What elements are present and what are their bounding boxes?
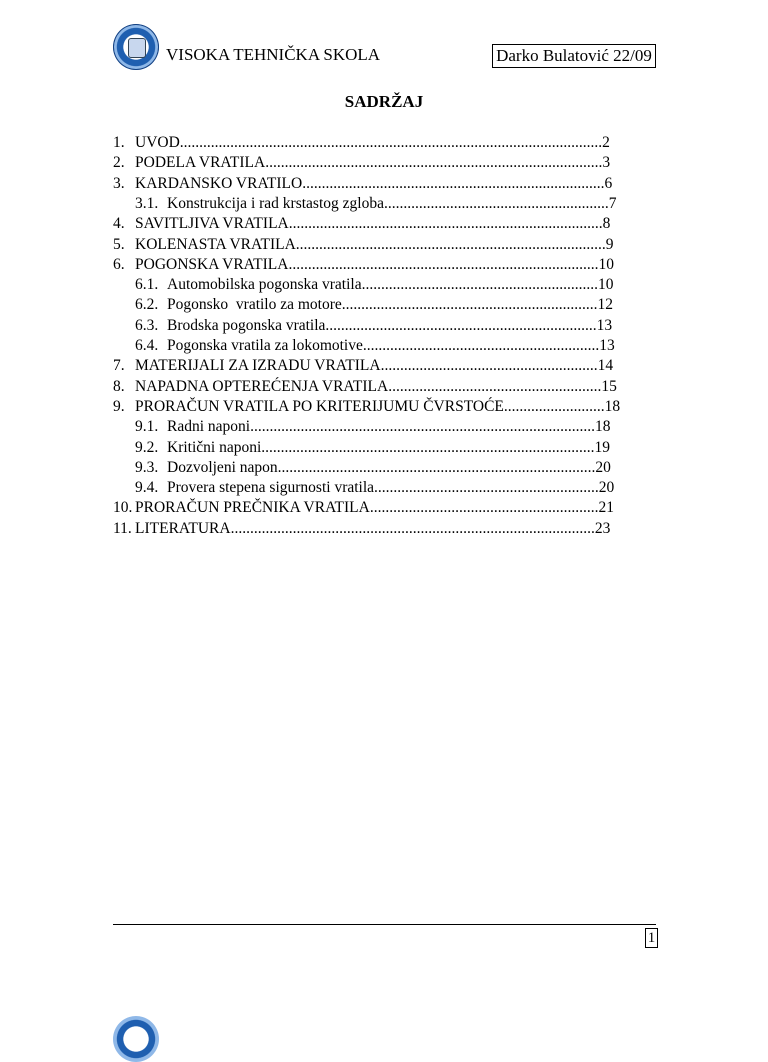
toc-entry-title: PRORAČUN VRATILA PO KRITERIJUMU ČVRSTOĆE <box>135 397 504 415</box>
toc-entry-number: 8. <box>113 377 125 395</box>
toc-entry <box>113 133 628 153</box>
toc-entry-title: Kritični naponi <box>167 438 262 456</box>
toc-entry-page: 6 <box>604 174 613 192</box>
toc-dot-leader: ........................................................ <box>380 357 598 375</box>
toc-entry-number: 10. <box>113 499 133 517</box>
toc-dot-leader: ........................................................... <box>369 499 599 517</box>
next-page-logo <box>113 1016 159 1062</box>
toc-entry-page: 21 <box>598 499 614 517</box>
toc-entry <box>135 194 628 214</box>
toc-entry-title: Automobilska pogonska vratila <box>167 276 362 294</box>
toc-entry-page: 14 <box>597 357 614 375</box>
toc-entry <box>135 275 628 295</box>
toc-entry-title: Provera stepena sigurnosti vratila <box>167 479 375 497</box>
toc-entry <box>113 214 628 234</box>
toc-entry-title: Dozvoljeni napon <box>167 458 278 476</box>
toc-entry-title: MATERIJALI ZA IZRADU VRATILA <box>135 357 381 375</box>
toc-entry-number: 9.3. <box>135 458 159 476</box>
toc-dot-leader: ................................................................................ <box>295 235 606 253</box>
toc-entry <box>135 417 628 437</box>
toc-entry-number: 3.1. <box>135 194 159 212</box>
toc-entry-page: 20 <box>598 479 615 497</box>
toc-entry-number: 6.3. <box>135 316 159 334</box>
toc-dot-leader: ....................................................................................... <box>265 154 603 172</box>
author-box: Darko Bulatović 22/09 <box>492 44 656 68</box>
toc-entry-number: 2. <box>113 154 125 172</box>
toc-entry-page: 13 <box>596 316 613 334</box>
toc-entry-title: Pogonsko vratilo za motore <box>167 296 342 314</box>
toc-entry-number: 1. <box>113 134 125 151</box>
toc-entry <box>113 498 628 518</box>
footer-divider <box>113 924 656 925</box>
toc-entry-title: PRORAČUN PREČNIKA VRATILA <box>135 499 370 517</box>
toc-entry-title: SAVITLJIVA VRATILA <box>135 215 289 233</box>
toc-dot-leader: ................................................................................. <box>288 215 603 233</box>
toc-entry-title: Brodska pogonska vratila <box>167 316 326 334</box>
toc-dot-leader: ................................................................................ <box>288 255 599 273</box>
toc-dot-leader: .................................................................................. <box>277 458 596 476</box>
toc-entry-number: 6.2. <box>135 296 159 314</box>
toc-dot-leader: .......................................................... <box>383 194 609 212</box>
toc-entry-page: 15 <box>601 377 617 395</box>
toc-dot-leader: .............................................................................. <box>302 174 605 192</box>
toc-dot-leader: .......................... <box>503 397 605 415</box>
toc-entry <box>113 235 628 255</box>
toc-entry-title: Konstrukcija i rad krstastog zgloba <box>167 194 384 212</box>
toc-entry-page: 8 <box>602 215 611 233</box>
toc-entry-number: 6.4. <box>135 337 159 354</box>
page-number: 1 <box>645 928 658 948</box>
toc-entry <box>113 356 628 376</box>
toc-entry-number: 9.4. <box>135 479 159 497</box>
toc-entry <box>135 316 628 336</box>
toc-entry <box>113 519 628 539</box>
toc-entry-title: Pogonska vratila za lokomotive <box>167 337 363 354</box>
toc-entry <box>135 336 628 356</box>
page-title: SADRŽAJ <box>344 92 424 111</box>
school-logo <box>113 24 159 70</box>
toc-entry <box>113 174 628 194</box>
toc-entry <box>113 397 628 417</box>
toc-dot-leader: ............................................................. <box>361 276 598 294</box>
toc-entry-number: 6. <box>113 255 125 273</box>
toc-entry-page: 10 <box>597 276 614 294</box>
toc-entry <box>113 255 628 275</box>
toc-entry <box>113 377 628 397</box>
toc-dot-leader: ...................................................................... <box>325 316 597 334</box>
toc-entry-page: 10 <box>598 255 614 273</box>
toc-entry-page: 9 <box>605 235 614 253</box>
toc-entry-page: 13 <box>599 337 615 354</box>
toc-dot-leader: ............................................................................................................. <box>179 134 603 151</box>
toc-dot-leader: ......................................................................................... <box>250 418 595 436</box>
logo-emblem-icon <box>128 38 146 58</box>
school-name: VISOKA TEHNIČKA SKOLA <box>166 45 381 64</box>
toc-entry <box>135 438 628 458</box>
toc-dot-leader: ............................................................. <box>362 337 600 354</box>
toc-entry-page: 19 <box>594 438 611 456</box>
toc-entry <box>113 153 628 173</box>
toc-entry-number: 11. <box>113 519 132 537</box>
toc-entry-number: 5. <box>113 235 125 253</box>
toc-entry-page: 23 <box>594 519 611 537</box>
toc-entry-number: 9. <box>113 397 125 415</box>
toc-dot-leader: .......................................................... <box>374 479 599 497</box>
toc-entry <box>135 478 628 498</box>
toc-dot-leader: ...................................................................................... <box>261 438 595 456</box>
toc-entry-number: 6.1. <box>135 276 159 294</box>
toc-entry-number: 3. <box>113 174 125 192</box>
toc-entry-title: LITERATURA <box>135 519 231 537</box>
toc-entry <box>135 458 628 478</box>
toc-entry-page: 2 <box>602 134 610 151</box>
toc-entry-title: KOLENASTA VRATILA <box>135 235 296 253</box>
toc-entry-title: Radni naponi <box>167 418 251 436</box>
toc-entry-page: 20 <box>595 458 611 476</box>
toc-entry-title: UVOD <box>135 134 180 151</box>
toc-dot-leader: ....................................................... <box>388 377 602 395</box>
toc-entry-page: 18 <box>604 397 621 415</box>
toc-dot-leader: .................................................................. <box>341 296 598 314</box>
toc-entry-number: 4. <box>113 215 125 233</box>
toc-entry-page: 7 <box>608 194 617 212</box>
toc-entry-page: 18 <box>594 418 611 436</box>
toc-entry-title: POGONSKA VRATILA <box>135 255 289 273</box>
toc-entry-number: 9.1. <box>135 418 159 436</box>
toc-entry-page: 12 <box>597 296 614 314</box>
toc-entry <box>135 295 628 315</box>
toc-entry-page: 3 <box>602 154 611 172</box>
toc-entry-title: NAPADNA OPTEREĆENJA VRATILA <box>135 377 389 395</box>
toc-entry-number: 9.2. <box>135 438 159 456</box>
toc-entry-number: 7. <box>113 357 125 375</box>
toc-entry-title: PODELA VRATILA <box>135 154 266 172</box>
toc-dot-leader: .............................................................................................. <box>230 519 595 537</box>
toc-entry-title: KARDANSKO VRATILO <box>135 174 303 192</box>
